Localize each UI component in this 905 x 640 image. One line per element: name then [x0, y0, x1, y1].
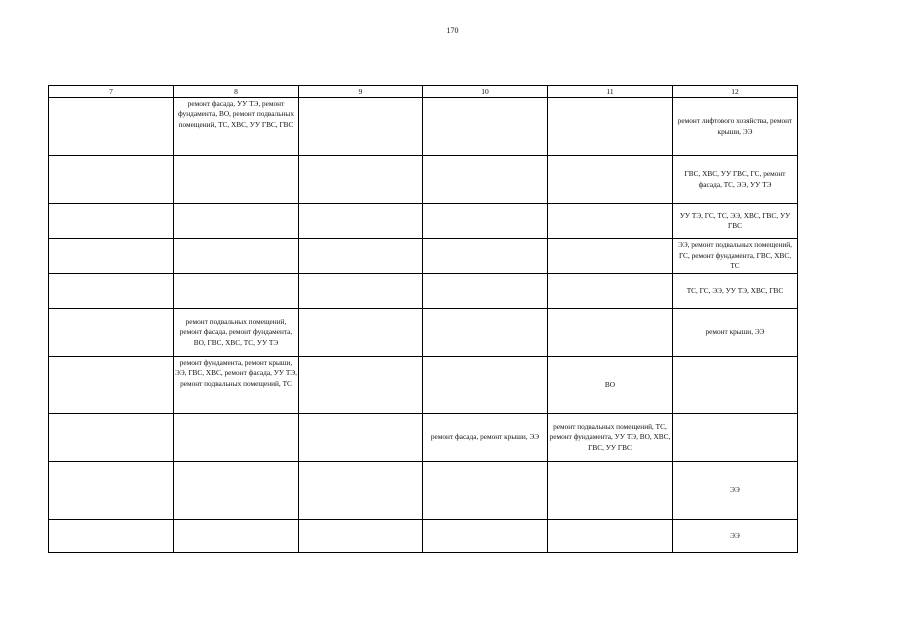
table-cell: [299, 156, 423, 204]
table-row: [49, 309, 798, 357]
table-cell: [49, 309, 174, 357]
table-cell: [299, 98, 423, 156]
table-cell: ЭЭ, ремонт подвальных помещений, ГС, ремонт фундамента, ГВС, ХВС, ТС: [673, 239, 798, 274]
table-cell: ЭЭ: [673, 520, 798, 553]
table-row: [49, 204, 798, 239]
table-row: [49, 520, 798, 553]
table-cell: [174, 462, 299, 520]
table-cell: УУ ТЭ, ГС, ТС, ЭЭ, ХВС, ГВС, УУ ГВС: [673, 204, 798, 239]
table-cell: [49, 204, 174, 239]
table-cell: ремонт фундамента, ремонт крыши, ЭЭ, ГВС, ХВС, ремонт фасада, УУ ТЭ, ремонт подвальных помещений, ТС: [174, 357, 299, 414]
table-row: [49, 357, 798, 414]
table-cell: ремонт фасада, ремонт крыши, ЭЭ: [423, 414, 548, 462]
column-header: 11: [548, 86, 673, 98]
table-cell: [548, 274, 673, 309]
table-cell: [49, 274, 174, 309]
table-cell: ЭЭ: [673, 462, 798, 520]
table-cell: [423, 239, 548, 274]
table-cell: [673, 414, 798, 462]
table-cell: [49, 357, 174, 414]
table-cell: [174, 414, 299, 462]
table-cell: [299, 274, 423, 309]
table-cell: [174, 156, 299, 204]
table-cell: [49, 520, 174, 553]
table-cell: [423, 357, 548, 414]
table-header-row: [49, 86, 798, 98]
table-cell: ремонт фасада, УУ ТЭ, ремонт фундамента, ВО, ремонт подвальных помещений, ТС, ХВС, УУ ГВС, ГВС: [174, 98, 299, 156]
table-cell: ремонт подвальных помещений, ремонт фасада, ремонт фундамента, ВО, ГВС, ХВС, ТС, УУ ТЭ: [174, 309, 299, 357]
table-row: [49, 414, 798, 462]
table-cell: [299, 414, 423, 462]
page-number: 170: [446, 26, 459, 35]
table-cell: [299, 309, 423, 357]
table-cell: [673, 357, 798, 414]
table-row: [49, 239, 798, 274]
table-cell: [423, 274, 548, 309]
table-cell: [423, 204, 548, 239]
column-header: 10: [423, 86, 548, 98]
table-cell: [548, 98, 673, 156]
table-cell: [299, 357, 423, 414]
table-cell: [299, 462, 423, 520]
table-row: [49, 98, 798, 156]
column-header: 9: [299, 86, 423, 98]
table-cell: [299, 239, 423, 274]
table-cell: [423, 309, 548, 357]
table-cell: [423, 462, 548, 520]
table-cell: [49, 462, 174, 520]
works-table: [48, 85, 798, 553]
table-cell: [548, 309, 673, 357]
table-cell: [49, 98, 174, 156]
table-cell: [548, 462, 673, 520]
table-row: [49, 462, 798, 520]
table-cell: [423, 520, 548, 553]
table-cell: ремонт крыши, ЭЭ: [673, 309, 798, 357]
table-cell: [49, 156, 174, 204]
table-cell: [174, 520, 299, 553]
column-header: 8: [174, 86, 299, 98]
table-cell: [174, 274, 299, 309]
table-cell: ГВС, ХВС, УУ ГВС, ГС, ремонт фасада, ТС, ЭЭ, УУ ТЭ: [673, 156, 798, 204]
table-cell: [548, 204, 673, 239]
table-cell: [548, 239, 673, 274]
table-cell: [299, 520, 423, 553]
table-cell: ТС, ГС, ЭЭ, УУ ТЭ, ХВС, ГВС: [673, 274, 798, 309]
table-cell: [49, 414, 174, 462]
table-cell: [299, 204, 423, 239]
table-cell: [174, 239, 299, 274]
table-row: [49, 274, 798, 309]
table-cell: ремонт подвальных помещений, ТС, ремонт фундамента, УУ ТЭ, ВО, ХВС, ГВС, УУ ГВС: [548, 414, 673, 462]
table-row: [49, 156, 798, 204]
table-cell: [548, 156, 673, 204]
column-header: 7: [49, 86, 174, 98]
column-header: 12: [673, 86, 798, 98]
table-cell: [174, 204, 299, 239]
table-cell: [548, 520, 673, 553]
table-cell: [49, 239, 174, 274]
table-cell: [423, 98, 548, 156]
table-cell: ремонт лифтового хозяйства, ремонт крыши, ЭЭ: [673, 98, 798, 156]
table-cell: [423, 156, 548, 204]
table-cell: ВО: [548, 357, 673, 414]
